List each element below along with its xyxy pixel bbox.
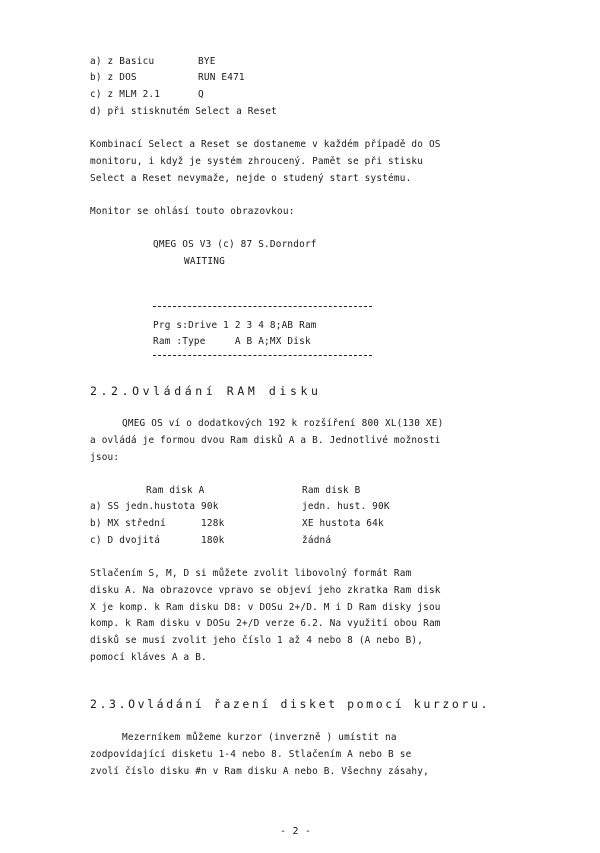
section-heading: 2.3.Ovládání řazení disket pomocí kurzoru. [90, 697, 490, 711]
table-cell-b: XE hustota 64k [302, 518, 384, 529]
paragraph-line: X je komp. k Ram disku D8: v DOSu 2+/D. M i D Ram disky jsou [90, 602, 441, 613]
table-header-b: Ram disk B [302, 485, 361, 496]
screen-title-line: QMEG OS V3 (c) 87 S.Dorndorf [153, 239, 317, 250]
paragraph-line: disku A. Na obrazovce vpravo se objeví jeho zkratka Ram disk [90, 585, 441, 596]
paragraph-line: monitoru, i když je systém zhroucený. Pamět se při stisku [90, 156, 424, 167]
screen-divider [153, 306, 372, 307]
paragraph-line: zvolí číslo disku #n v Ram disku A nebo B. Všechny zásahy, [90, 766, 429, 777]
paragraph-line: jsou: [90, 452, 120, 463]
table-cell-a: a) SS jedn.hustota 90k [90, 501, 219, 512]
screen-status-line: WAITING [184, 256, 225, 267]
paragraph-line: disků se musí zvolit jeho číslo 1 až 4 nebo 8 (A nebo B), [90, 635, 424, 646]
paragraph-line: zodpovídající disketu 1-4 nebo 8. Stlačením A nebo B se [90, 749, 412, 760]
table-cell-a: b) MX střední 128k [90, 518, 225, 529]
table-cell-a: c) D dvojitá 180k [90, 535, 225, 546]
paragraph-line: Mezerníkem můžeme kurzor (inverzně ) umístit na [122, 732, 397, 743]
option-a-command: BYE [198, 56, 216, 67]
option-b-command: RUN E471 [198, 72, 245, 83]
screen-row: Ram :Type A B A;MX Disk [153, 336, 311, 347]
screen-row: Prg s:Drive 1 2 3 4 8;AB Ram [153, 320, 317, 331]
paragraph-line: pomocí kláves A a B. [90, 652, 207, 663]
paragraph-line: QMEG OS ví o dodatkových 192 k rozšíření 800 XL(130 XE) [122, 418, 444, 429]
paragraph-line: komp. k Ram disku v DOSu 2+/D verze 6.2. Na využití obou Ram [90, 618, 441, 629]
section-heading: 2.2.Ovládání RAM disku [90, 384, 322, 398]
paragraph-line: Kombinací Select a Reset se dostaneme v každém případě do OS [90, 139, 441, 150]
table-cell-b: jedn. hust. 90K [302, 501, 390, 512]
table-header-a: Ram disk A [146, 485, 205, 496]
option-d-label: d) při stisknutém Select a Reset [90, 106, 278, 117]
option-a-label: a) z Basicu [90, 56, 155, 67]
paragraph-line: Select a Reset nevymaže, nejde o studený start systému. [90, 173, 412, 184]
table-cell-b: žádná [302, 535, 332, 546]
option-c-label: c) z MLM 2.1 [90, 89, 161, 100]
paragraph-line: Monitor se ohlásí touto obrazovkou: [90, 206, 295, 217]
paragraph-line: a ovládá je formou dvou Ram disků A a B. Jednotlivé možnosti [90, 435, 441, 446]
page-number: - 2 - [280, 826, 312, 837]
option-c-command: Q [198, 89, 204, 100]
screen-divider [153, 355, 372, 356]
option-b-label: b) z DOS [90, 72, 137, 83]
paragraph-line: Stlačením S, M, D si můžete zvolit libovolný formát Ram [90, 568, 412, 579]
